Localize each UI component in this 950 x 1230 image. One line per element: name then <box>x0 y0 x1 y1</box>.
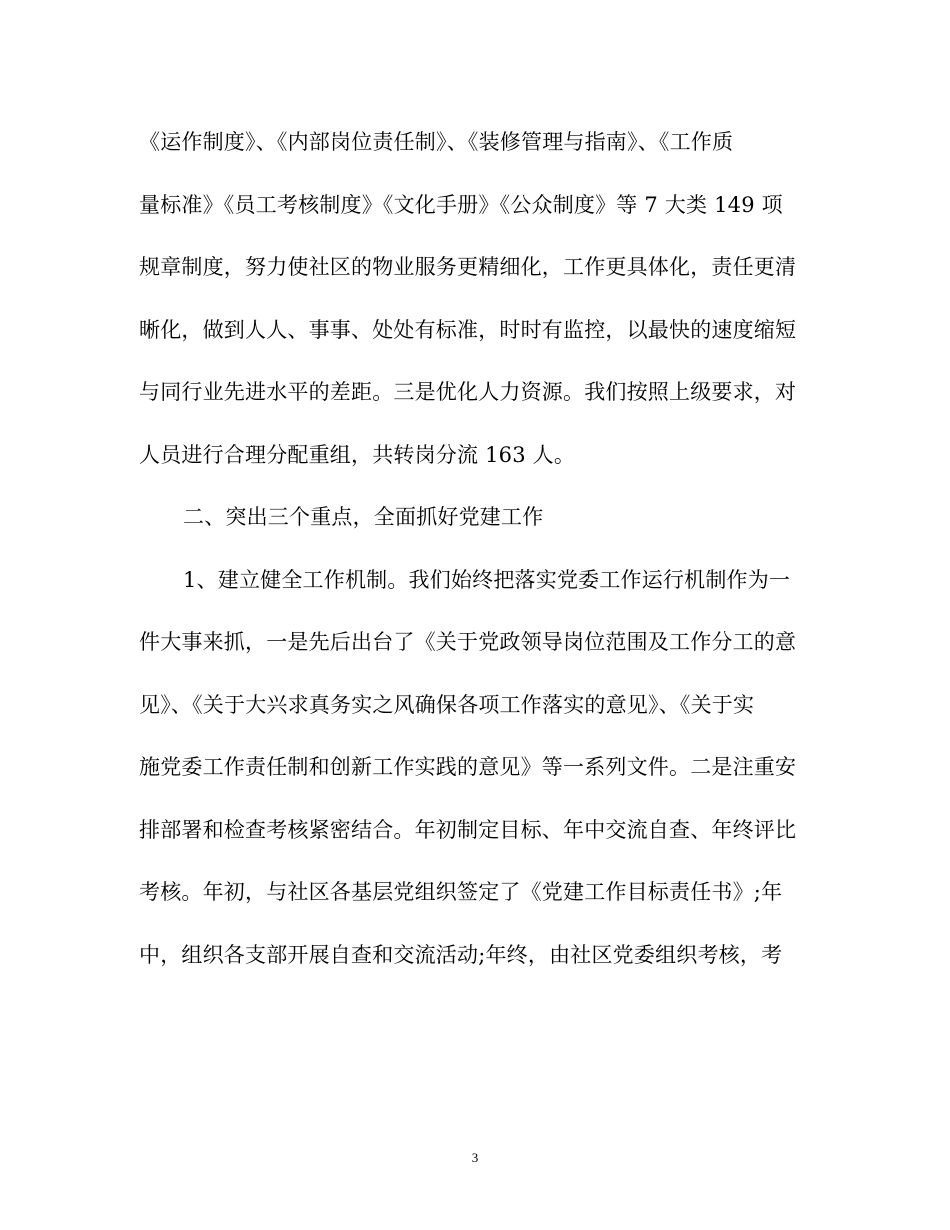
text-line-13: 考核。年初，与社区各基层党组织签定了《党建工作目标责任书》;年 <box>139 880 783 904</box>
section-heading: 二、突出三个重点，全面抓好党建工作 <box>183 505 544 529</box>
text-line-6: 人员进行合理分配重组，共转岗分流 163 人。 <box>139 442 576 467</box>
text-line-8: 1、建立健全工作机制。我们始终把落实党委工作运行机制作为一 <box>183 567 791 592</box>
text-line-3: 规章制度，努力使社区的物业服务更精细化，工作更具体化，责任更清 <box>139 255 797 279</box>
text-line-5: 与同行业先进水平的差距。三是优化人力资源。我们按照上级要求，对 <box>139 380 797 404</box>
text-line-9: 件大事来抓，一是先后出台了《关于党政领导岗位范围及工作分工的意 <box>139 630 797 654</box>
text-line-4: 晰化，做到人人、事事、处处有标准，时时有监控，以最快的速度缩短 <box>139 317 797 342</box>
text-line-1: 《运作制度》、《内部岗位责任制》、《装修管理与指南》、《工作质 <box>139 130 734 154</box>
text-line-11: 施党委工作责任制和创新工作实践的意见》等一系列文件。二是注重安 <box>139 755 797 779</box>
page-number: 3 <box>471 1150 479 1165</box>
body-text <box>139 116 819 991</box>
text-line-12: 排部署和检查考核紧密结合。年初制定目标、年中交流自查、年终评比 <box>139 817 797 842</box>
text-line-2: 量标准》《员工考核制度》《文化手册》《公众制度》等 7 大类 149 项 <box>139 192 783 217</box>
text-line-10: 见》、《关于大兴求真务实之风确保各项工作落实的意见》、《关于实 <box>139 692 755 717</box>
text-line-14: 中，组织各支部开展自查和交流活动;年终，由社区党委组织考核，考 <box>139 942 783 967</box>
